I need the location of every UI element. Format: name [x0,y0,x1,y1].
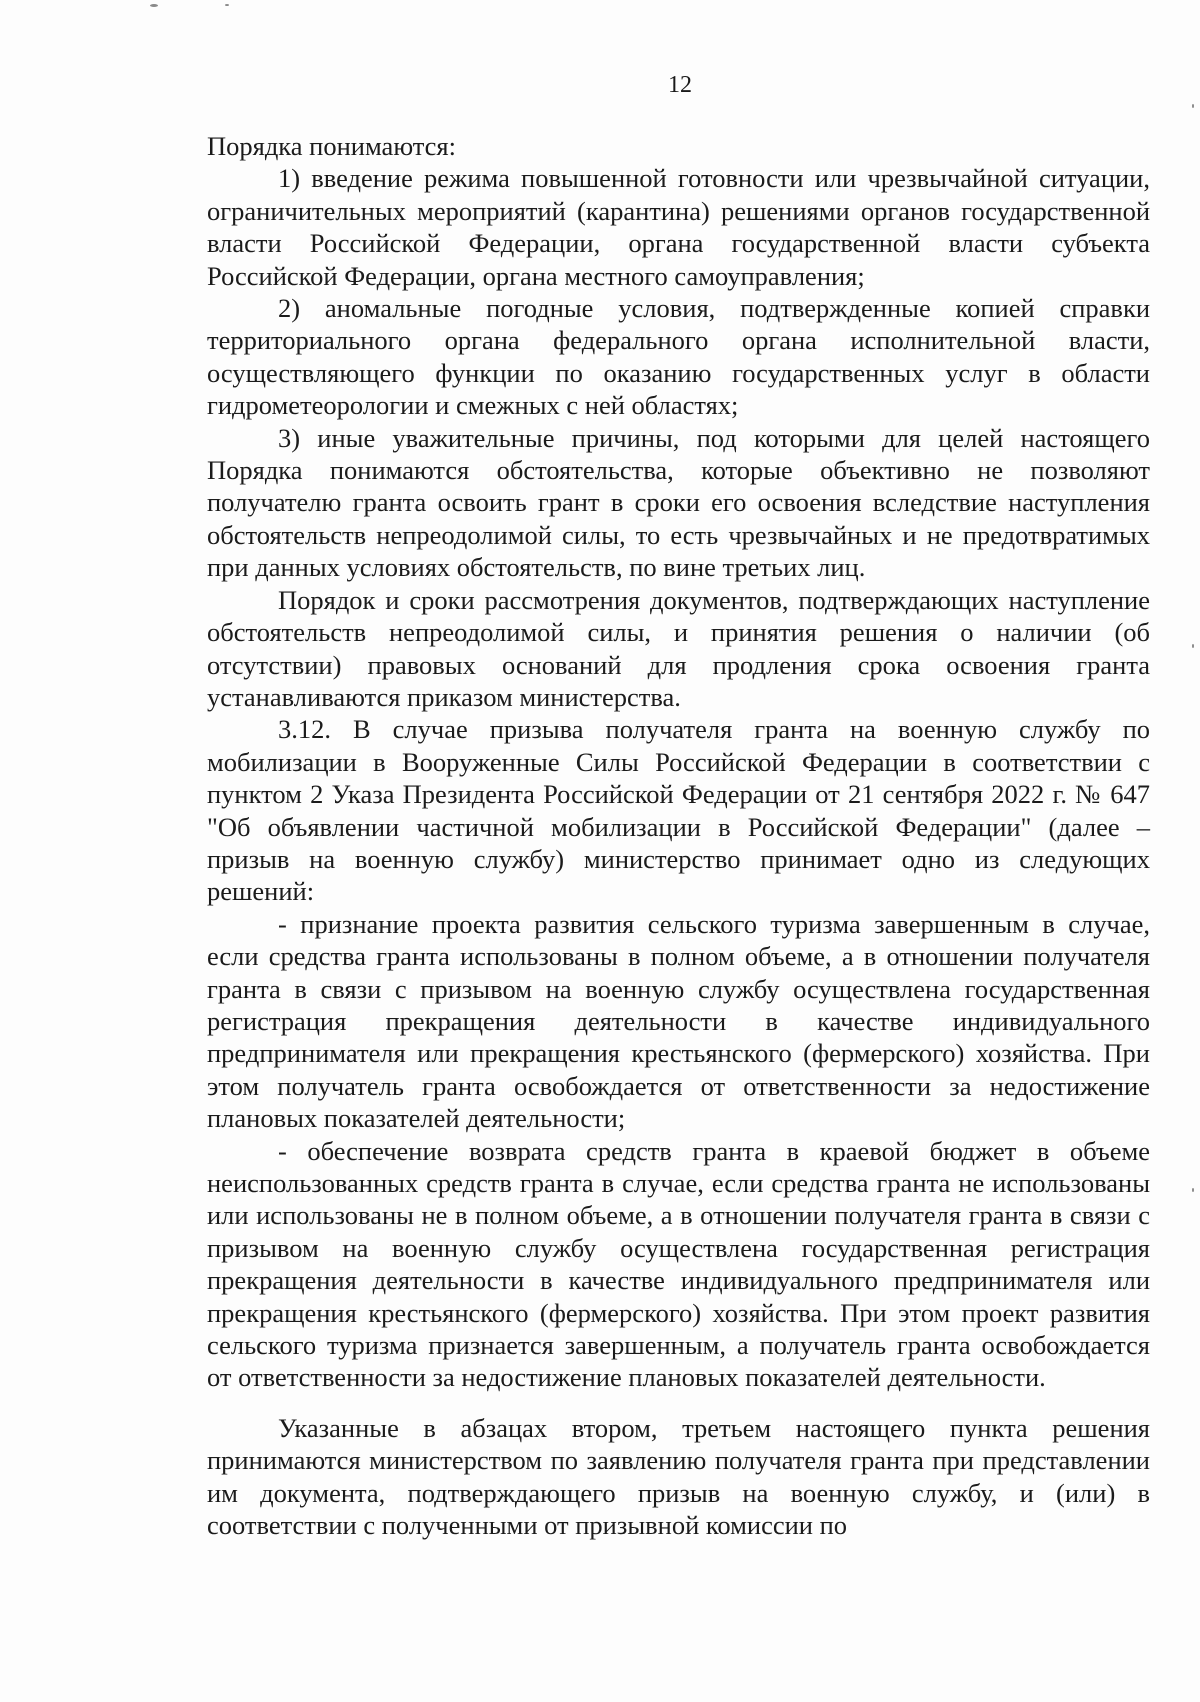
scan-speck [1192,1188,1194,1192]
page-number: 12 [668,72,692,98]
paragraph: 3) иные уважительные причины, под которыми для целей настоящего Порядка понимаются обстоятельства, которые объективно не позволяют получателю гранта освоить грант в сроки его освоения вследствие наступления обстоятельств непреодолимой силы, то есть чрезвычайных и не предотвратимых при данных условиях обстоятельств, по вине третьих лиц. [207,422,1150,583]
paragraph: - обеспечение возврата средств гранта в краевой бюджет в объеме неиспользованных средств гранта в случае, если средства гранта не использованы или использованы не в полном объеме, а в отношении получателя гранта в связи с призывом на военную службу осуществлена государственная регистрация прекращения деятельности в качестве индивидуального предпринимателя или прекращения крестьянского (фермерского) хозяйства. При этом проект развития сельского туризма признается завершенным, а получатель гранта освобождается от ответственности за недостижение плановых показателей деятельности. [207,1135,1150,1393]
paragraph: Порядка понимаются: [207,131,456,161]
paragraph: 2) аномальные погодные условия, подтвержденные копией справки территориального органа федерального органа исполнительной власти, осуществляющего функции по оказанию государственных услуг в области гидрометеорологии и смежных с ней областях; [207,293,1150,421]
scan-speck [1192,644,1194,648]
scan-speck [225,4,229,6]
paragraph: 3.12. В случае призыва получателя гранта на военную службу по мобилизации в Вооруженные Силы Российской Федерации в соответствии с пунктом 2 Указа Президента Российской Федерации от 21 сентября 2022 г. № 647 "Об объявлении частичной мобилизации в Российской Федерации" (далее – призыв на военную службу) министерство принимает одно из следующих решений: [207,714,1150,907]
paragraph: 1) введение режима повышенной готовности или чрезвычайной ситуации, ограничительных мероприятий (карантина) решениями органов государственной власти Российской Федерации, органа государственной власти субъекта Российской Федерации, органа местного самоуправления; [207,163,1150,291]
document-body [207,130,1150,1541]
paragraph: Порядок и сроки рассмотрения документов, подтверждающих наступление обстоятельств непреодолимой силы, и принятия решения о наличии (об отсутствии) правовых оснований для продления срока освоения гранта устанавливаются приказом министерства. [207,584,1150,712]
scan-speck [150,4,158,7]
paragraph: - признание проекта развития сельского туризма завершенным в случае, если средства гранта использованы в полном объеме, а в отношении получателя гранта в связи с призывом на военную службу осуществлена государственная регистрация прекращения деятельности в качестве индивидуального предпринимателя или прекращения крестьянского (фермерского) хозяйства. При этом получатель гранта освобождается от ответственности за недостижение плановых показателей деятельности; [207,908,1150,1134]
paragraph: Указанные в абзацах втором, третьем настоящего пункта решения принимаются министерством по заявлению получателя гранта при представлении им документа, подтверждающего призыв на военную службу, и (или) в соответствии с полученными от призывной комиссии по [207,1412,1150,1541]
scan-speck [1192,104,1194,108]
